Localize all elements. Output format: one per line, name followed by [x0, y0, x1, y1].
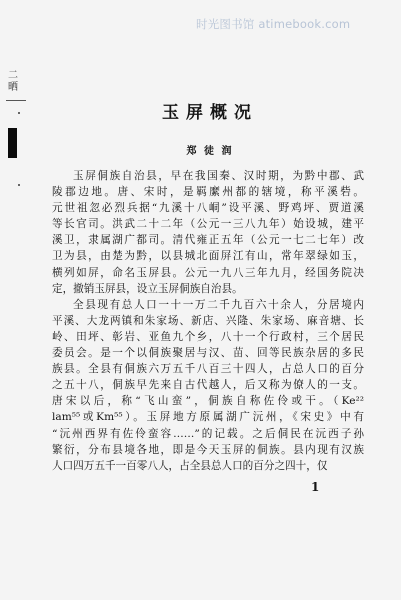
- margin-mark-bottom: 晒: [8, 82, 18, 93]
- body-line: 唐宋以后，称“飞山蛮”，侗族自称佐伶或干。（Ke²²: [52, 395, 364, 408]
- body-line: 溪卫，隶属湖广都司。清代雍正五年（公元一七二七年）改: [52, 234, 364, 247]
- article-body: [52, 168, 364, 474]
- body-line: 全县现有总人口一十一万二千九百六十余人，分居境内: [73, 298, 364, 311]
- body-line: 定，撤销玉屏县，设立玉屏侗族自治县。: [52, 282, 243, 295]
- body-line: 人口四万五千一百零八人，占全县总人口的百分之四十，仅: [52, 459, 328, 472]
- body-line: 岭、田坪、彰岩、亚鱼九个乡，八十一个行政村，三个居民: [52, 330, 364, 343]
- body-line: “沅州西界有佐伶蛮容……”的记载。之后侗民在沅西子孙: [52, 427, 364, 440]
- body-line: 陵郡边地。唐、宋时，是羁縻州都的辖境，称平溪砦。: [52, 186, 364, 199]
- body-line: lam⁵⁵或Km⁵⁵）。玉屏地方原属湖广沅州，《宋史》中有: [52, 411, 364, 424]
- page-title: 玉屏概况: [162, 103, 258, 123]
- margin-mark-top: 二: [8, 70, 18, 81]
- margin-speck: [18, 112, 20, 114]
- body-line: 繁衍，分布县境各地，即是今天玉屏的侗族。县内现有汉族: [52, 443, 364, 456]
- body-line: 平溪、大龙两镇和朱家场、新店、兴隆、朱家场、麻音塘、长: [52, 314, 364, 327]
- body-line: 卫为县，由楚为黔，以县城北面屏江有山，常年翠绿如玉，: [52, 250, 364, 263]
- author-byline: 郑 徒 润: [186, 146, 234, 157]
- margin-black-block: [8, 128, 17, 158]
- site-watermark: 时光图书馆 atimebook.com: [196, 17, 351, 31]
- margin-rule: [6, 100, 26, 101]
- body-line: 等长官司。洪武二十二年（公元一三八九年）始设城，建平: [52, 218, 364, 231]
- body-line: 横列如屏，命名玉屏县。公元一九八三年九月，经国务院决: [52, 266, 364, 279]
- body-line: 之五十八，侗族早先来自古代越人，后又称为僚人的一支。: [52, 379, 364, 392]
- body-line: 委员会。是一个以侗族聚居与汉、苗、回等民族杂居的多民: [52, 347, 364, 360]
- body-line: 族县。全县有侗族六万五千八百三十四人，占总人口的百分: [52, 363, 364, 376]
- body-line: 元世祖忽必烈兵据“九溪十八峒”设平溪、野鸡坪、贾道溪: [52, 202, 364, 215]
- body-line: 玉屏侗族自治县，早在我国秦、汉时期，为黔中郡、武: [73, 170, 364, 182]
- margin-speck: [18, 184, 20, 186]
- page-number: 1: [311, 480, 320, 494]
